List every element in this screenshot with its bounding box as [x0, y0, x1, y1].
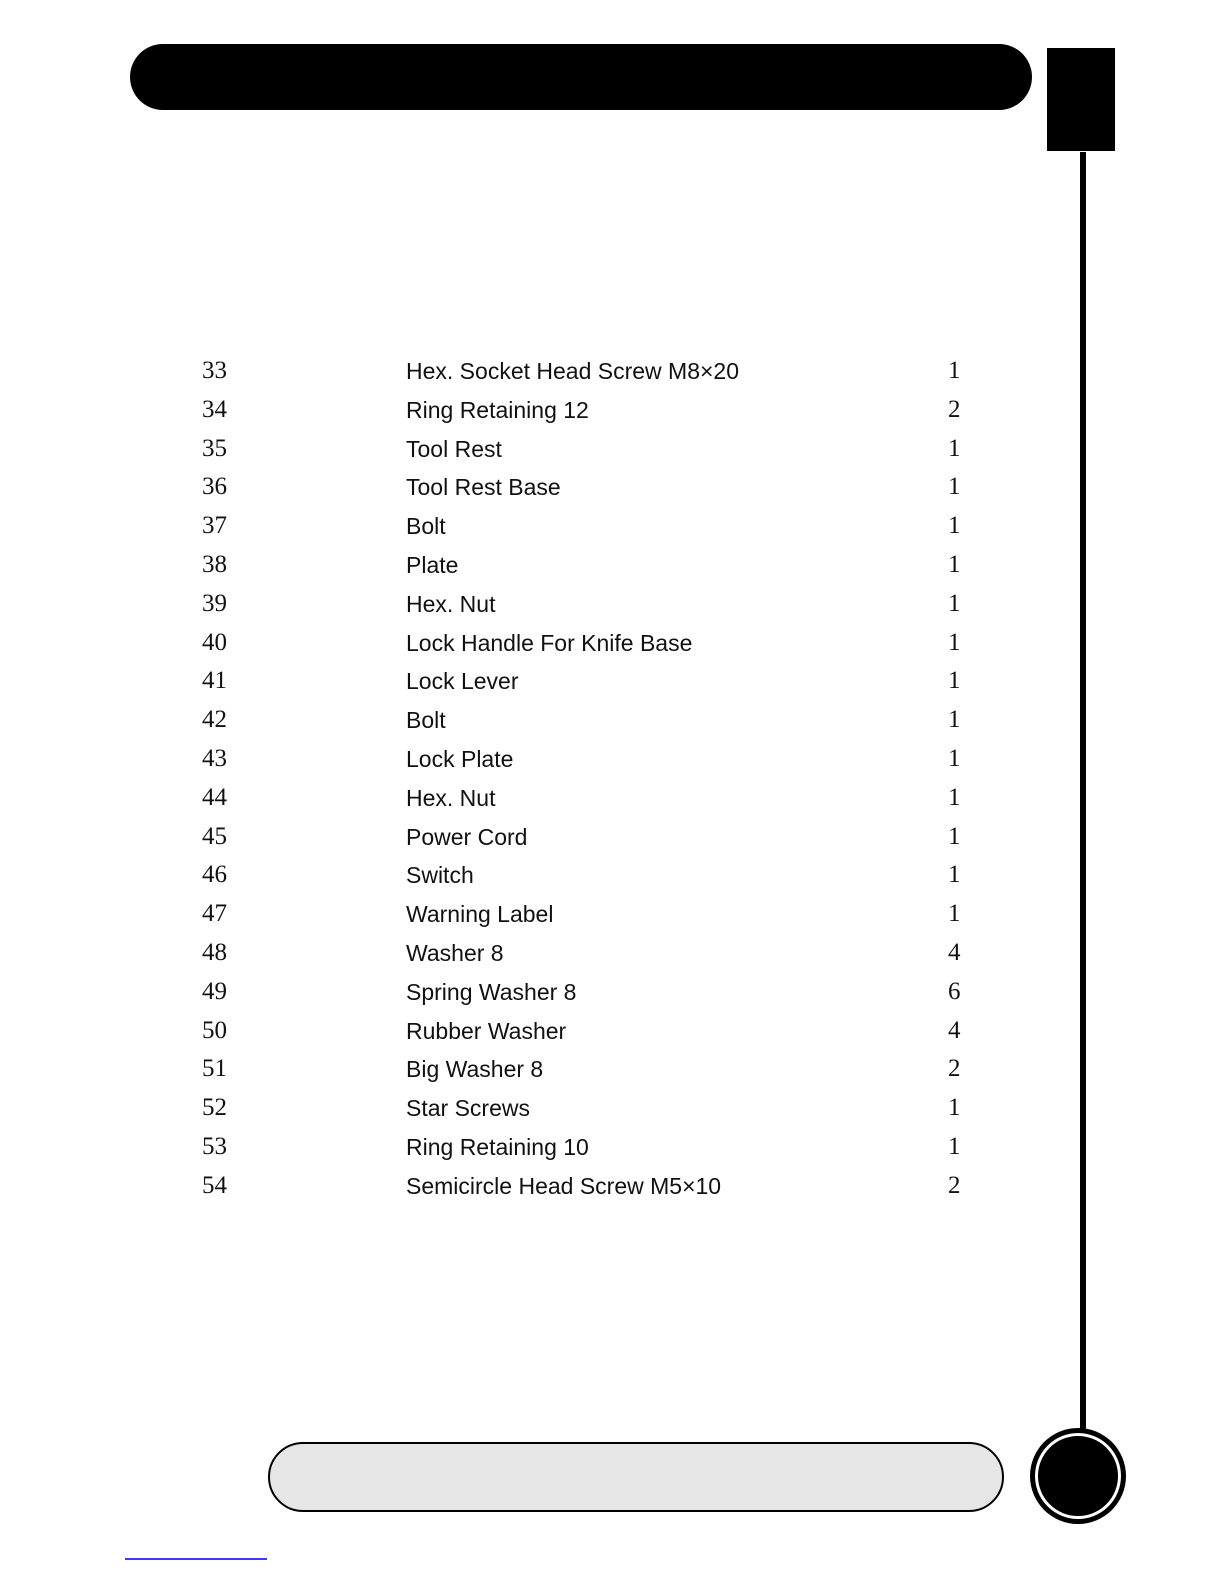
part-name: Lock Handle For Knife Base	[406, 629, 693, 656]
part-quantity: 6	[948, 977, 961, 1005]
part-number: 53	[202, 1132, 227, 1160]
footer-underline	[125, 1558, 267, 1560]
parts-row	[190, 818, 990, 857]
parts-row	[190, 934, 990, 973]
part-quantity: 1	[948, 861, 961, 889]
part-quantity: 1	[948, 1132, 961, 1160]
part-name: Bolt	[406, 513, 446, 540]
part-quantity: 1	[948, 744, 961, 772]
part-quantity: 1	[948, 706, 961, 734]
parts-row	[190, 1167, 990, 1206]
part-number: 46	[202, 861, 227, 889]
part-quantity: 1	[948, 783, 961, 811]
part-number: 45	[202, 822, 227, 850]
part-quantity: 4	[948, 938, 961, 966]
part-number: 43	[202, 744, 227, 772]
part-number: 52	[202, 1094, 227, 1122]
part-quantity: 1	[948, 589, 961, 617]
part-quantity: 1	[948, 628, 961, 656]
parts-row	[190, 507, 990, 546]
part-quantity: 1	[948, 512, 961, 540]
part-name: Tool Rest	[406, 435, 502, 462]
part-quantity: 1	[948, 550, 961, 578]
parts-row	[190, 624, 990, 663]
part-quantity: 1	[948, 473, 961, 501]
part-name: Big Washer 8	[406, 1056, 544, 1083]
parts-row	[190, 430, 990, 469]
part-number: 34	[202, 395, 227, 423]
parts-row	[190, 391, 990, 430]
part-name: Plate	[406, 551, 459, 578]
part-quantity: 2	[948, 1171, 961, 1199]
parts-row	[190, 701, 990, 740]
section-tab	[1047, 48, 1115, 151]
part-number: 33	[202, 357, 227, 384]
parts-row	[190, 1128, 990, 1167]
part-quantity: 1	[948, 900, 961, 928]
part-number: 38	[202, 550, 227, 578]
parts-row	[190, 740, 990, 779]
part-name: Ring Retaining 12	[406, 396, 589, 423]
part-name: Switch	[406, 862, 474, 889]
part-quantity: 1	[948, 667, 961, 695]
parts-row	[190, 1012, 990, 1051]
part-quantity: 4	[948, 1016, 961, 1044]
part-name: Hex. Nut	[406, 590, 496, 617]
side-rule	[1080, 152, 1086, 1442]
parts-row	[190, 973, 990, 1012]
part-name: Bolt	[406, 707, 446, 734]
part-number: 48	[202, 938, 227, 966]
part-quantity: 2	[948, 395, 961, 423]
parts-row	[190, 585, 990, 624]
part-number: 37	[202, 512, 227, 540]
part-name: Washer 8	[406, 939, 504, 966]
part-number: 40	[202, 628, 227, 656]
page-number-circle-ring	[1035, 1433, 1121, 1519]
part-number: 51	[202, 1055, 227, 1083]
part-number: 41	[202, 667, 227, 695]
part-number: 54	[202, 1171, 227, 1199]
part-name: Spring Washer 8	[406, 978, 577, 1005]
part-name: Semicircle Head Screw M5×10	[406, 1172, 722, 1199]
part-number: 47	[202, 900, 227, 928]
header-bar	[130, 44, 1032, 110]
part-quantity: 1	[948, 822, 961, 850]
part-name: Lock Plate	[406, 745, 514, 772]
part-name: Tool Rest Base	[406, 474, 561, 501]
part-name: Hex. Socket Head Screw M8×20	[406, 358, 740, 384]
part-quantity: 1	[948, 357, 961, 384]
part-quantity: 1	[948, 434, 961, 462]
part-number: 39	[202, 589, 227, 617]
part-name: Lock Lever	[406, 668, 519, 695]
part-quantity: 2	[948, 1055, 961, 1083]
part-number: 50	[202, 1016, 227, 1044]
parts-row	[190, 1050, 990, 1089]
parts-row	[190, 779, 990, 818]
part-name: Ring Retaining 10	[406, 1133, 589, 1160]
part-number: 49	[202, 977, 227, 1005]
parts-row	[190, 856, 990, 895]
part-name: Hex. Nut	[406, 784, 496, 811]
page-number-circle	[1030, 1428, 1126, 1524]
parts-row	[190, 468, 990, 507]
part-name: Warning Label	[406, 901, 554, 928]
part-number: 42	[202, 706, 227, 734]
parts-row	[190, 352, 990, 391]
parts-row	[190, 546, 990, 585]
parts-row	[190, 895, 990, 934]
footer-bar	[268, 1442, 1004, 1512]
part-number: 44	[202, 783, 227, 811]
part-name: Rubber Washer	[406, 1017, 567, 1044]
part-number: 35	[202, 434, 227, 462]
parts-row	[190, 1089, 990, 1128]
part-name: Star Screws	[406, 1095, 530, 1122]
part-quantity: 1	[948, 1094, 961, 1122]
part-name: Power Cord	[406, 823, 528, 850]
parts-list	[190, 352, 990, 1206]
part-number: 36	[202, 473, 227, 501]
parts-row	[190, 662, 990, 701]
